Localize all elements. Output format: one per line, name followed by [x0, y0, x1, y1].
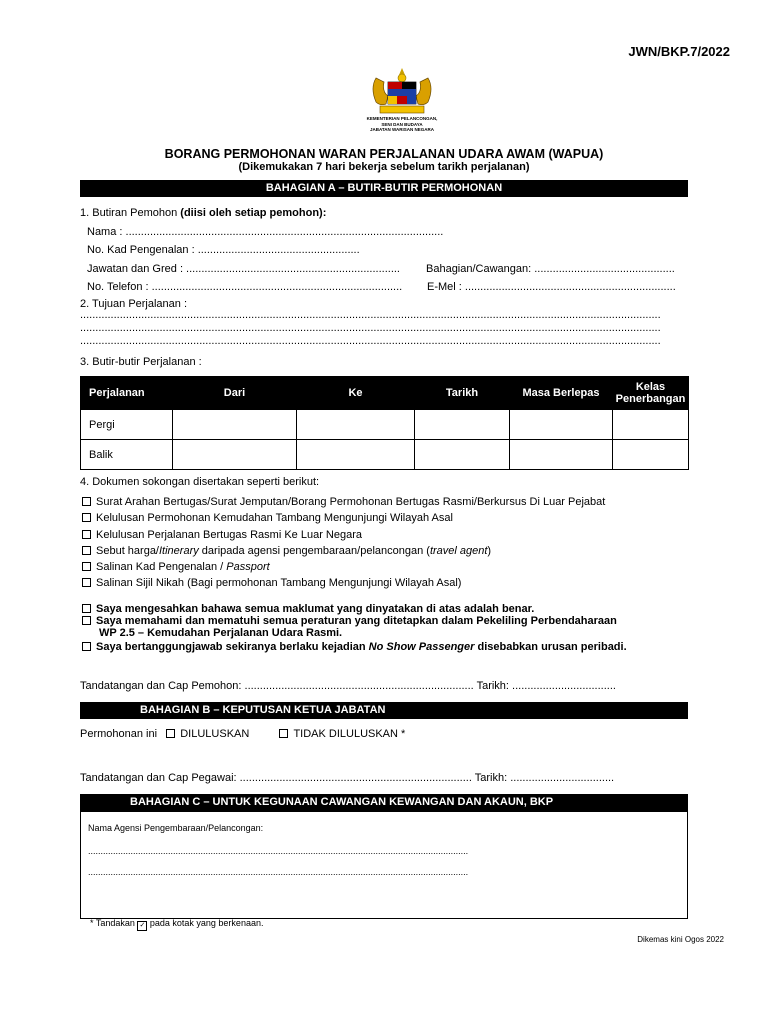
table-row: [81, 410, 689, 440]
declaration-2-cont: WP 2.5 – Kemudahan Perjalanan Udara Rasmi.: [99, 627, 343, 639]
q2-label: 2. Tujuan Perjalanan :: [80, 298, 188, 310]
form-title: BORANG PERMOHONAN WARAN PERJALANAN UDARA AWAM (WAPUA): [164, 147, 604, 161]
agency-name: KEMENTERIAN PELANCONGAN, SENI DAN BUDAYA JABATAN WARISAN NEGARA: [366, 116, 438, 132]
doc-item[interactable]: Kelulusan Permohonan Kemudahan Tambang Mengunjungi Wilayah Asal: [82, 512, 453, 524]
cell-masa[interactable]: [510, 440, 613, 470]
form-subtitle: (Dikemukakan 7 hari bekerja sebelum tarikh perjalanan): [238, 161, 530, 173]
checked-box-icon: ✓: [137, 921, 147, 931]
footnote: * Tandakan ✓ pada kotak yang berkenaan.: [90, 918, 264, 929]
officer-signature[interactable]: Tandatangan dan Cap Pegawai: ............................................................................ Tarikh: ..................................: [80, 772, 615, 784]
updated-date: Dikemas kini Ogos 2022: [637, 935, 724, 944]
col-dari: Dari: [173, 377, 297, 410]
cell-ke[interactable]: [297, 440, 415, 470]
doc-item[interactable]: Salinan Kad Pengenalan / Passport: [82, 561, 270, 573]
telefon-field[interactable]: No. Telefon : ..................................................................................: [87, 281, 403, 293]
agency-label: Nama Agensi Pengembaraan/Pelancongan:: [88, 823, 264, 833]
approved-checkbox[interactable]: [166, 729, 175, 738]
document-reference: JWN/BKP.7/2022: [628, 44, 730, 59]
section-a-heading: BAHAGIAN A – BUTIR-BUTIR PERMOHONAN: [80, 180, 688, 197]
cell-kelas[interactable]: [613, 410, 689, 440]
bahagian-field[interactable]: Bahagian/Cawangan: ..............................................: [426, 263, 675, 275]
checkbox[interactable]: [82, 578, 91, 587]
cell-dari[interactable]: [173, 410, 297, 440]
checkbox[interactable]: [82, 562, 91, 571]
emel-field[interactable]: E-Mel : .....................................................................: [427, 281, 676, 293]
checkbox[interactable]: [82, 616, 91, 625]
cell-dari[interactable]: [173, 440, 297, 470]
doc-item[interactable]: Salinan Sijil Nikah (Bagi permohonan Tambang Mengunjungi Wilayah Asal): [82, 577, 461, 589]
table-row: [81, 440, 689, 470]
checkbox[interactable]: [82, 530, 91, 539]
q4-label: 4. Dokumen sokongan disertakan seperti berikut:: [80, 476, 320, 488]
not-approved-checkbox[interactable]: [279, 729, 288, 738]
checkbox[interactable]: [82, 546, 91, 555]
kad-pengenalan-field[interactable]: No. Kad Pengenalan : .....................................................: [87, 244, 360, 256]
section-c-heading: BAHAGIAN C – UNTUK KEGUNAAN CAWANGAN KEWANGAN DAN AKAUN, BKP: [80, 794, 688, 811]
col-perjalanan: Perjalanan: [81, 377, 173, 410]
checkbox[interactable]: [82, 642, 91, 651]
approved-label: DILULUSKAN: [180, 728, 250, 740]
checkbox[interactable]: [82, 604, 91, 613]
cell-masa[interactable]: [510, 410, 613, 440]
col-tarikh: Tarikh: [415, 377, 510, 410]
row-label-pergi: Pergi: [81, 410, 173, 440]
approval-row: [80, 728, 405, 740]
tujuan-line[interactable]: ..............................................................................................................................................................................................: [80, 309, 661, 321]
not-approved-label: TIDAK DILULUSKAN *: [293, 728, 406, 740]
row-label-balik: Balik: [81, 440, 173, 470]
declaration-2[interactable]: Saya memahami dan mematuhi semua peraturan yang ditetapkan dalam Pekeliling Perbendaharaan: [82, 615, 617, 627]
permohonan-label: Permohonan ini: [80, 728, 158, 740]
doc-item[interactable]: Kelulusan Perjalanan Bertugas Rasmi Ke Luar Negara: [82, 529, 362, 541]
col-ke: Ke: [297, 377, 415, 410]
checkbox[interactable]: [82, 497, 91, 506]
cell-ke[interactable]: [297, 410, 415, 440]
cell-tarikh[interactable]: [415, 440, 510, 470]
col-masa-berlepas: Masa Berlepas: [510, 377, 613, 410]
agency-line[interactable]: ........................................................................................................................................................: [88, 867, 469, 877]
jawatan-field[interactable]: Jawatan dan Gred : ......................................................................: [87, 263, 400, 275]
checkbox[interactable]: [82, 513, 91, 522]
declaration-3[interactable]: Saya bertanggungjawab sekiranya berlaku kejadian No Show Passenger disebabkan urusan peribadi.: [82, 641, 627, 653]
doc-item[interactable]: Surat Arahan Bertugas/Surat Jemputan/Borang Permohonan Bertugas Rasmi/Berkursus Di Luar Pejabat: [82, 496, 605, 508]
q1-label: 1. Butiran Pemohon (diisi oleh setiap pemohon):: [80, 207, 327, 219]
doc-item[interactable]: Sebut harga/Itinerary daripada agensi pengembaraan/pelancongan (travel agent): [82, 545, 491, 557]
nama-field[interactable]: Nama : ........................................................................................................: [87, 226, 444, 238]
tujuan-line[interactable]: ..............................................................................................................................................................................................: [80, 322, 661, 334]
tujuan-line[interactable]: ..............................................................................................................................................................................................: [80, 335, 661, 347]
section-b-heading: BAHAGIAN B – KEPUTUSAN KETUA JABATAN: [80, 702, 688, 719]
col-kelas-penerbangan: Kelas Penerbangan: [613, 377, 689, 410]
applicant-signature[interactable]: Tandatangan dan Cap Pemohon: ........................................................................... Tarikh: ..................................: [80, 680, 616, 692]
cell-kelas[interactable]: [613, 440, 689, 470]
coat-of-arms-logo: [362, 66, 442, 116]
travel-details-table: [80, 376, 689, 470]
declaration-1[interactable]: Saya mengesahkan bahawa semua maklumat yang dinyatakan di atas adalah benar.: [82, 603, 534, 615]
cell-tarikh[interactable]: [415, 410, 510, 440]
agency-line[interactable]: ........................................................................................................................................................: [88, 846, 469, 856]
q3-label: 3. Butir-butir Perjalanan :: [80, 356, 202, 368]
